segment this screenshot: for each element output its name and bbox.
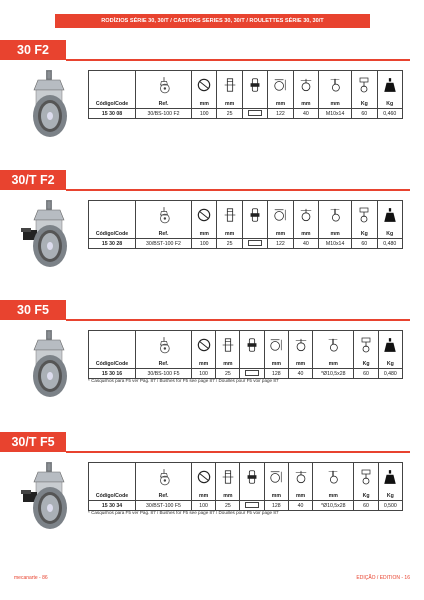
spec-value: 60 (354, 369, 378, 379)
offset-icon (294, 337, 308, 353)
spec-value: 25 (217, 239, 242, 249)
unit-label (242, 229, 267, 239)
spec-value: *Ø10,5x28 (313, 501, 354, 511)
section-title-text: 30/T F5 (11, 435, 55, 449)
tread-type-cell (242, 239, 267, 249)
spec-value: 122 (268, 109, 293, 119)
bushing-note: * Casquilhos para F5 ver Pág. 87 / Bushes for F5 see page 87 / Douilles pour F5 voir page 87 (88, 510, 279, 515)
unit-label: Kg (377, 229, 402, 239)
unit-label: mm (217, 99, 242, 109)
unit-label: mm (216, 491, 240, 501)
wheel-diameter-icon (197, 337, 211, 353)
unit-label: mm (192, 359, 216, 369)
flat-tread-icon (245, 370, 259, 376)
footer-left: mecanarte - 86 (14, 575, 48, 581)
spec-value: 128 (264, 369, 288, 379)
caster-image (18, 70, 78, 140)
caster-schematic-icon (157, 206, 171, 224)
unit-label (240, 359, 264, 369)
ref-header: Ref. (136, 359, 192, 369)
product-code: 15 30 08 (89, 109, 136, 119)
flat-tread-icon (248, 240, 262, 246)
wheel-diameter-icon (197, 469, 211, 485)
header-title: RODÍZIOS SÉRIE 30, 30/T / CASTORS SERIES 30, 30/T / ROULETTES SÉRIE 30, 30/T (101, 18, 324, 24)
section-title-text: 30 F2 (17, 43, 49, 57)
wheel-diameter-icon (197, 207, 211, 223)
spec-value: 60 (354, 501, 378, 511)
product-ref: 30/BST-100 F2 (136, 239, 192, 249)
spec-value: 40 (288, 501, 312, 511)
wheel-width-icon (221, 469, 235, 485)
section-divider (66, 189, 410, 191)
code-header: Código/Code (89, 359, 136, 369)
spec-value: M10x14 (319, 109, 352, 119)
product-ref: 30/BS-100 F2 (136, 109, 192, 119)
spec-value: 60 (352, 109, 377, 119)
overall-height-icon (269, 337, 283, 353)
caster-schematic-icon (157, 336, 171, 354)
unit-label: mm (313, 491, 354, 501)
spec-value: *Ø10,5x28 (313, 369, 354, 379)
header-title-bar (55, 14, 370, 28)
spec-value: M10x14 (319, 239, 352, 249)
weight-icon (383, 337, 397, 353)
unit-label: mm (216, 359, 240, 369)
wheel-width-icon (221, 337, 235, 353)
product-section (0, 432, 424, 552)
spec-value: 25 (216, 501, 240, 511)
unit-label: mm (319, 99, 352, 109)
wheel-diameter-icon (197, 77, 211, 93)
unit-label: mm (268, 229, 293, 239)
ref-header: Ref. (136, 491, 192, 501)
offset-icon (294, 469, 308, 485)
product-code: 15 30 16 (89, 369, 136, 379)
unit-label: Kg (378, 491, 402, 501)
spec-table (88, 462, 403, 511)
unit-label: mm (268, 99, 293, 109)
stem-thread-icon (326, 337, 340, 353)
unit-label: Kg (378, 359, 402, 369)
spec-value: 0,460 (377, 109, 402, 119)
stem-thread-icon (328, 207, 342, 223)
unit-label: mm (313, 359, 354, 369)
tread-type-icon (248, 207, 262, 223)
caster-image (18, 462, 78, 532)
spec-value: 100 (192, 501, 216, 511)
caster-schematic-icon (157, 468, 171, 486)
tread-type-cell (242, 109, 267, 119)
code-header: Código/Code (89, 99, 136, 109)
offset-icon (299, 207, 313, 223)
wheel-width-icon (223, 207, 237, 223)
product-ref: 30/BST-100 F5 (136, 501, 192, 511)
unit-label: mm (293, 99, 318, 109)
unit-label: mm (217, 229, 242, 239)
spec-table (88, 330, 403, 379)
spec-value: 0,480 (377, 239, 402, 249)
tread-type-cell (240, 369, 264, 379)
unit-label (240, 491, 264, 501)
section-divider (66, 59, 410, 61)
unit-label: Kg (377, 99, 402, 109)
product-section (0, 40, 424, 160)
load-capacity-icon (359, 337, 373, 353)
unit-label (242, 99, 267, 109)
bushing-note: * Casquilhos para F5 ver Pág. 87 / Bushes for F5 see page 87 / Douilles pour F5 voir page 87 (88, 378, 279, 383)
wheel-width-icon (223, 77, 237, 93)
unit-label: Kg (354, 359, 378, 369)
weight-icon (383, 469, 397, 485)
offset-icon (299, 77, 313, 93)
load-capacity-icon (357, 207, 371, 223)
product-code: 15 30 28 (89, 239, 136, 249)
tread-type-icon (245, 337, 259, 353)
spec-value: 0,500 (378, 501, 402, 511)
section-title-text: 30/T F2 (11, 173, 55, 187)
spec-value: 25 (217, 109, 242, 119)
unit-label: Kg (352, 99, 377, 109)
weight-icon (383, 77, 397, 93)
spec-value: 100 (192, 109, 217, 119)
ref-header: Ref. (136, 229, 192, 239)
unit-label: mm (288, 359, 312, 369)
spec-value: 0,480 (378, 369, 402, 379)
stem-thread-icon (326, 469, 340, 485)
overall-height-icon (273, 207, 287, 223)
weight-icon (383, 207, 397, 223)
spec-value: 40 (293, 109, 318, 119)
load-capacity-icon (359, 469, 373, 485)
unit-label: mm (319, 229, 352, 239)
product-ref: 30/BS-100 F5 (136, 369, 192, 379)
unit-label: mm (264, 491, 288, 501)
section-title (0, 432, 66, 452)
section-title (0, 170, 66, 190)
unit-label: mm (288, 491, 312, 501)
spec-value: 40 (293, 239, 318, 249)
product-section (0, 170, 424, 290)
flat-tread-icon (245, 502, 259, 508)
flat-tread-icon (248, 110, 262, 116)
unit-label: Kg (354, 491, 378, 501)
product-code: 15 30 34 (89, 501, 136, 511)
tread-type-cell (240, 501, 264, 511)
spec-value: 100 (192, 239, 217, 249)
unit-label: mm (293, 229, 318, 239)
section-title (0, 40, 66, 60)
section-title (0, 300, 66, 320)
spec-table (88, 70, 403, 119)
code-header: Código/Code (89, 491, 136, 501)
unit-label: Kg (352, 229, 377, 239)
spec-value: 60 (352, 239, 377, 249)
tread-type-icon (245, 469, 259, 485)
code-header: Código/Code (89, 229, 136, 239)
spec-value: 25 (216, 369, 240, 379)
overall-height-icon (269, 469, 283, 485)
footer-right: EDIÇÃO / EDITION - 16 (356, 575, 410, 581)
spec-value: 122 (268, 239, 293, 249)
caster-image (18, 200, 78, 270)
overall-height-icon (273, 77, 287, 93)
tread-type-icon (248, 77, 262, 93)
spec-value: 128 (264, 501, 288, 511)
unit-label: mm (192, 99, 217, 109)
spec-value: 40 (288, 369, 312, 379)
section-title-text: 30 F5 (17, 303, 49, 317)
section-divider (66, 319, 410, 321)
unit-label: mm (192, 491, 216, 501)
spec-value: 100 (192, 369, 216, 379)
caster-schematic-icon (157, 76, 171, 94)
unit-label: mm (264, 359, 288, 369)
section-divider (66, 451, 410, 453)
load-capacity-icon (357, 77, 371, 93)
caster-image (18, 330, 78, 400)
stem-thread-icon (328, 77, 342, 93)
unit-label: mm (192, 229, 217, 239)
spec-table (88, 200, 403, 249)
ref-header: Ref. (136, 99, 192, 109)
product-section (0, 300, 424, 420)
